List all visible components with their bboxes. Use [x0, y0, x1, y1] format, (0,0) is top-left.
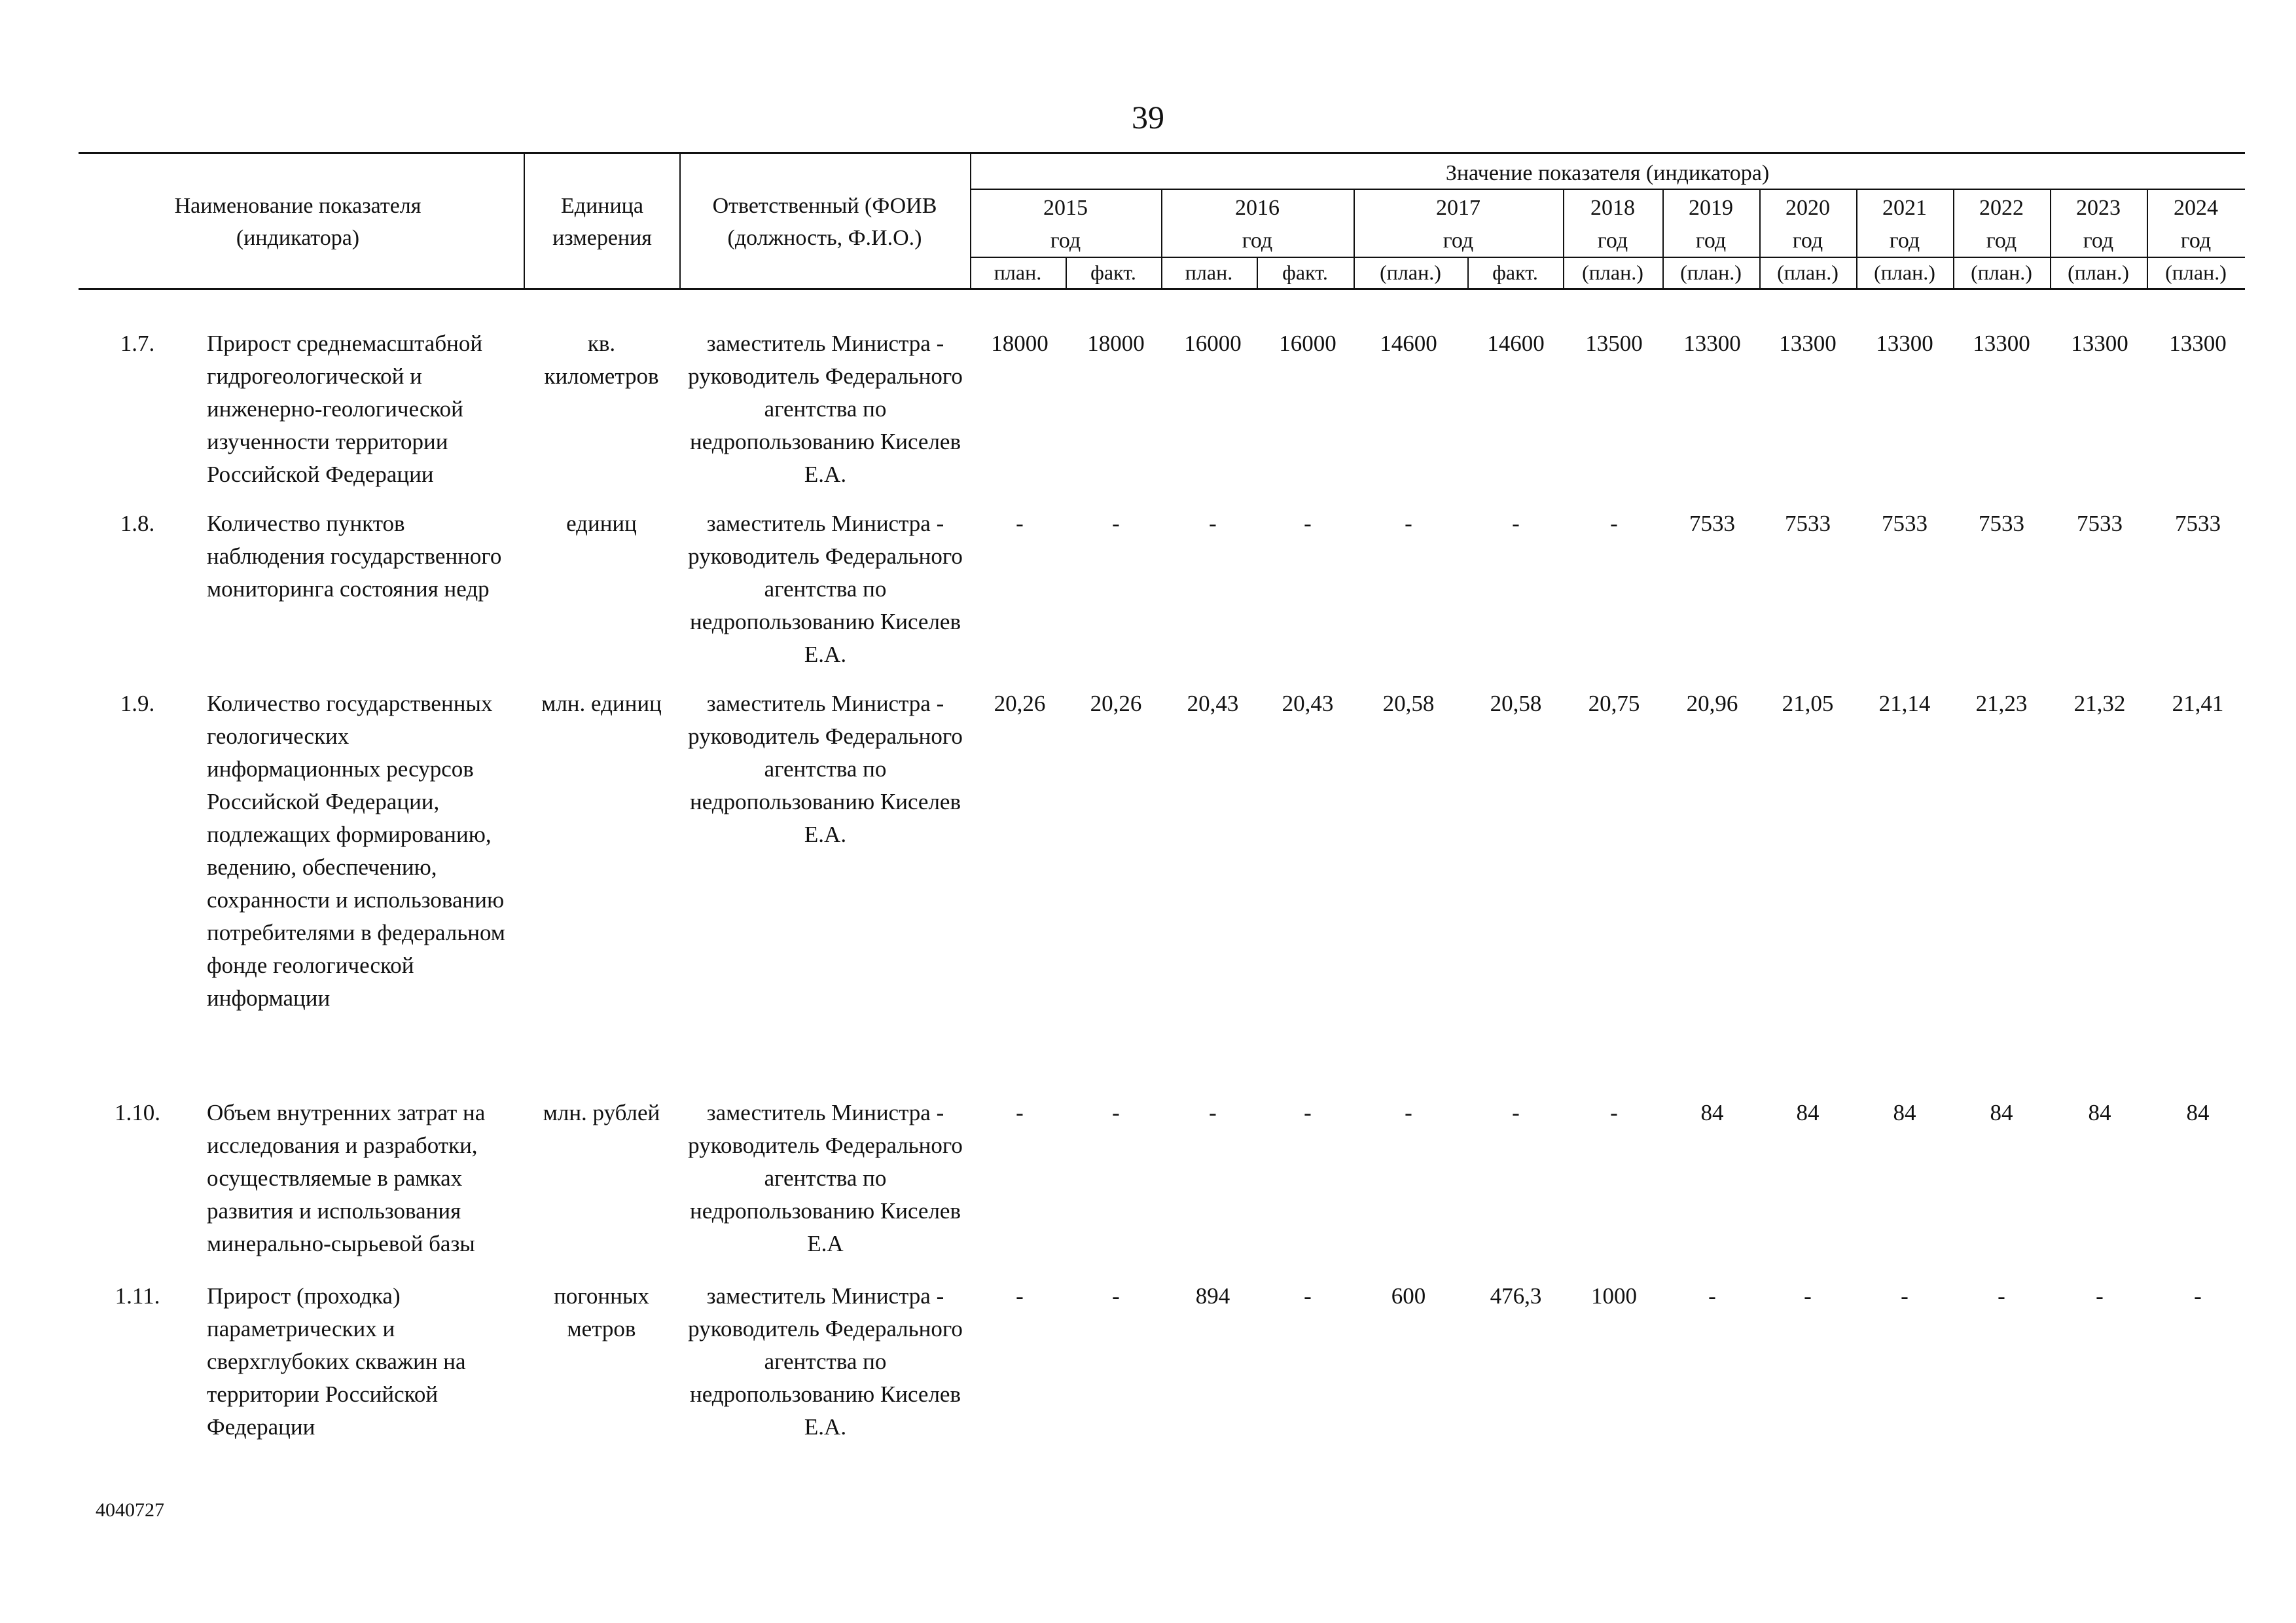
indicator-value: -: [1304, 1100, 1312, 1125]
unit-of-measure: млн. рублей: [543, 1100, 660, 1125]
indicator-value: -: [1610, 511, 1618, 536]
indicator-value: 20,58: [1382, 691, 1435, 716]
unit-of-measure: кв. километров: [544, 331, 659, 389]
indicator-value: 84: [2186, 1100, 2210, 1125]
indicator-value: 476,3: [1490, 1283, 1542, 1309]
header-year: [1354, 192, 1563, 257]
responsible-official: заместитель Министра - руководитель Федерального агентства по недропользованию Киселев Е.А.: [688, 1283, 963, 1440]
indicator-value: 20,75: [1588, 691, 1640, 716]
header-subcolumn: (план.): [1680, 261, 1742, 284]
indicator-value: 13300: [1683, 331, 1741, 356]
header-year-suffix: год: [1986, 228, 2017, 253]
indicator-value: -: [1610, 1100, 1618, 1125]
indicator-value: 7533: [2077, 511, 2123, 536]
header-subcolumn: (план.): [1971, 261, 2032, 284]
indicator-value: 21,41: [2172, 691, 2224, 716]
table-top-rule: [79, 152, 2245, 154]
header-subcolumn: (план.): [2068, 261, 2129, 284]
responsible-official: заместитель Министра - руководитель Федерального агентства по недропользованию Киселев Е.А: [688, 1100, 963, 1256]
header-subcolumn: факт.: [1090, 261, 1136, 284]
col-divider: [524, 152, 525, 289]
indicator-value: -: [1112, 1100, 1120, 1125]
header-year-number: 2022: [1979, 196, 2024, 220]
indicator-value: 13300: [1876, 331, 1933, 356]
indicator-value: 13300: [2169, 331, 2227, 356]
header-subcolumn: (план.): [1874, 261, 1935, 284]
indicator-value: 13300: [1973, 331, 2030, 356]
responsible-official: заместитель Министра - руководитель Федерального агентства по недропользованию Киселев Е.А.: [688, 511, 963, 667]
header-year-number: 2023: [2076, 196, 2121, 220]
indicator-value: 894: [1195, 1283, 1230, 1309]
header-year-number: 2015: [1043, 196, 1088, 220]
header-year-suffix: год: [1597, 228, 1628, 253]
indicator-value: 1000: [1591, 1283, 1637, 1309]
indicator-value: -: [2096, 1283, 2104, 1309]
indicator-name: Количество государственных геологических информационных ресурсов Российской Федерации, подлежащих формированию, ведению, обеспечению, сохранности и использованию потребителями в федеральном фонде геологической информации: [207, 691, 505, 1011]
indicator-value: -: [1901, 1283, 1909, 1309]
row-number: 1.10.: [115, 1100, 160, 1125]
header-subcolumn: (план.): [2165, 261, 2227, 284]
header-year: [1563, 192, 1662, 257]
header-year: [2050, 192, 2147, 257]
header-year: [1953, 192, 2050, 257]
header-year-suffix: год: [1889, 228, 1920, 253]
indicator-value: 84: [2088, 1100, 2111, 1125]
indicator-value: 21,14: [1878, 691, 1931, 716]
header-responsible: Ответственный (ФОИВ (должность, Ф.И.О.): [712, 194, 937, 250]
header-year-number: 2021: [1882, 196, 1927, 220]
indicator-value: 14600: [1487, 331, 1545, 356]
header-year-suffix: год: [1695, 228, 1727, 253]
header-year-number: 2024: [2174, 196, 2218, 220]
indicator-value: -: [1209, 511, 1217, 536]
header-year-suffix: год: [1792, 228, 1823, 253]
indicator-value: 20,96: [1686, 691, 1738, 716]
indicator-value: -: [1016, 1100, 1024, 1125]
indicator-value: 13500: [1585, 331, 1643, 356]
header-year: [1856, 192, 1953, 257]
header-year: [2147, 192, 2245, 257]
indicator-value: -: [1708, 1283, 1716, 1309]
indicator-value: 14600: [1380, 331, 1437, 356]
header-name: Наименование показателя (индикатора): [174, 194, 422, 250]
header-year-suffix: год: [1050, 228, 1081, 253]
header-year-number: 2017: [1436, 196, 1480, 220]
header-year-number: 2020: [1785, 196, 1830, 220]
indicator-value: -: [1304, 1283, 1312, 1309]
indicator-value: 13300: [2071, 331, 2128, 356]
indicator-value: -: [1209, 1100, 1217, 1125]
indicator-value: -: [1512, 511, 1520, 536]
row-number: 1.11.: [115, 1283, 160, 1309]
indicator-name: Объем внутренних затрат на исследования и разработки, осуществляемые в рамках развития и использования минерально-сырьевой базы: [207, 1100, 486, 1256]
row-number: 1.8.: [120, 511, 155, 536]
indicator-value: 84: [1700, 1100, 1724, 1125]
indicator-value: 20,43: [1187, 691, 1239, 716]
indicator-value: -: [1512, 1100, 1520, 1125]
document-code: 4040727: [96, 1499, 164, 1521]
header-year: [970, 192, 1161, 257]
unit-of-measure: единиц: [566, 511, 637, 536]
indicator-value: -: [1998, 1283, 2005, 1309]
indicator-value: 20,26: [994, 691, 1046, 716]
indicator-name: Количество пунктов наблюдения государственного мониторинга состояния недр: [207, 511, 502, 602]
unit-of-measure: млн. единиц: [541, 691, 662, 716]
header-subcolumn: план.: [994, 261, 1042, 284]
indicator-value: 600: [1391, 1283, 1426, 1309]
indicator-value: 84: [1990, 1100, 2013, 1125]
header-year-number: 2016: [1235, 196, 1280, 220]
indicator-value: -: [1405, 1100, 1412, 1125]
header-year: [1161, 192, 1354, 257]
unit-of-measure: погонных метров: [554, 1283, 649, 1341]
responsible-official: заместитель Министра - руководитель Федерального агентства по недропользованию Киселев Е.А.: [688, 331, 963, 487]
indicator-value: 84: [1893, 1100, 1916, 1125]
indicator-value: 21,05: [1782, 691, 1834, 716]
indicator-value: -: [2194, 1283, 2202, 1309]
indicator-value: 7533: [1785, 511, 1831, 536]
indicator-value: -: [1304, 511, 1312, 536]
indicator-value: 7533: [2175, 511, 2221, 536]
header-year-suffix: год: [1443, 228, 1474, 253]
header-subcolumn: факт.: [1492, 261, 1538, 284]
row-number: 1.7.: [120, 331, 155, 356]
indicator-value: 21,23: [1975, 691, 2028, 716]
header-unit: Единица измерения: [552, 194, 652, 250]
indicator-value: -: [1112, 511, 1120, 536]
page-number: 39: [1132, 99, 1164, 136]
indicator-value: -: [1112, 1283, 1120, 1309]
indicator-value: 7533: [1689, 511, 1735, 536]
header-year: [1759, 192, 1856, 257]
row-number: 1.9.: [120, 691, 155, 716]
indicator-value: 21,32: [2073, 691, 2126, 716]
indicator-value: 18000: [991, 331, 1049, 356]
indicator-value: -: [1405, 511, 1412, 536]
header-subcolumn: (план.): [1777, 261, 1839, 284]
header-year-number: 2019: [1689, 196, 1733, 220]
header-subcolumn: факт.: [1282, 261, 1328, 284]
header-year-suffix: год: [1242, 228, 1273, 253]
table-header-bottom-rule: [79, 288, 2245, 290]
indicator-value: 16000: [1184, 331, 1242, 356]
indicator-value: 16000: [1279, 331, 1336, 356]
indicator-name: Прирост (проходка) параметрических и сверхглубоких скважин на территории Российской Федерации: [207, 1283, 466, 1440]
responsible-official: заместитель Министра - руководитель Федерального агентства по недропользованию Киселев Е.А.: [688, 691, 963, 847]
indicator-value: -: [1016, 511, 1024, 536]
header-year-suffix: год: [2083, 228, 2114, 253]
indicator-value: 20,43: [1282, 691, 1334, 716]
col-divider: [679, 152, 681, 289]
header-values-group: Значение показателя (индикатора): [1445, 161, 1770, 185]
indicator-value: 13300: [1779, 331, 1837, 356]
indicator-value: 18000: [1087, 331, 1145, 356]
indicator-value: 7533: [1882, 511, 1928, 536]
indicator-value: -: [1804, 1283, 1812, 1309]
header-subcolumn: (план.): [1380, 261, 1441, 284]
indicator-value: -: [1016, 1283, 1024, 1309]
header-subcolumn: план.: [1185, 261, 1233, 284]
header-subcolumn: (план.): [1582, 261, 1643, 284]
indicator-value: 20,58: [1490, 691, 1542, 716]
header-year-number: 2018: [1590, 196, 1635, 220]
header-year: [1662, 192, 1759, 257]
indicator-name: Прирост среднемасштабной гидрогеологической и инженерно-геологической изученности территории Российской Федерации: [207, 331, 483, 487]
indicator-value: 7533: [1979, 511, 2024, 536]
header-year-suffix: год: [2180, 228, 2212, 253]
indicator-value: 84: [1796, 1100, 1820, 1125]
indicator-value: 20,26: [1090, 691, 1142, 716]
